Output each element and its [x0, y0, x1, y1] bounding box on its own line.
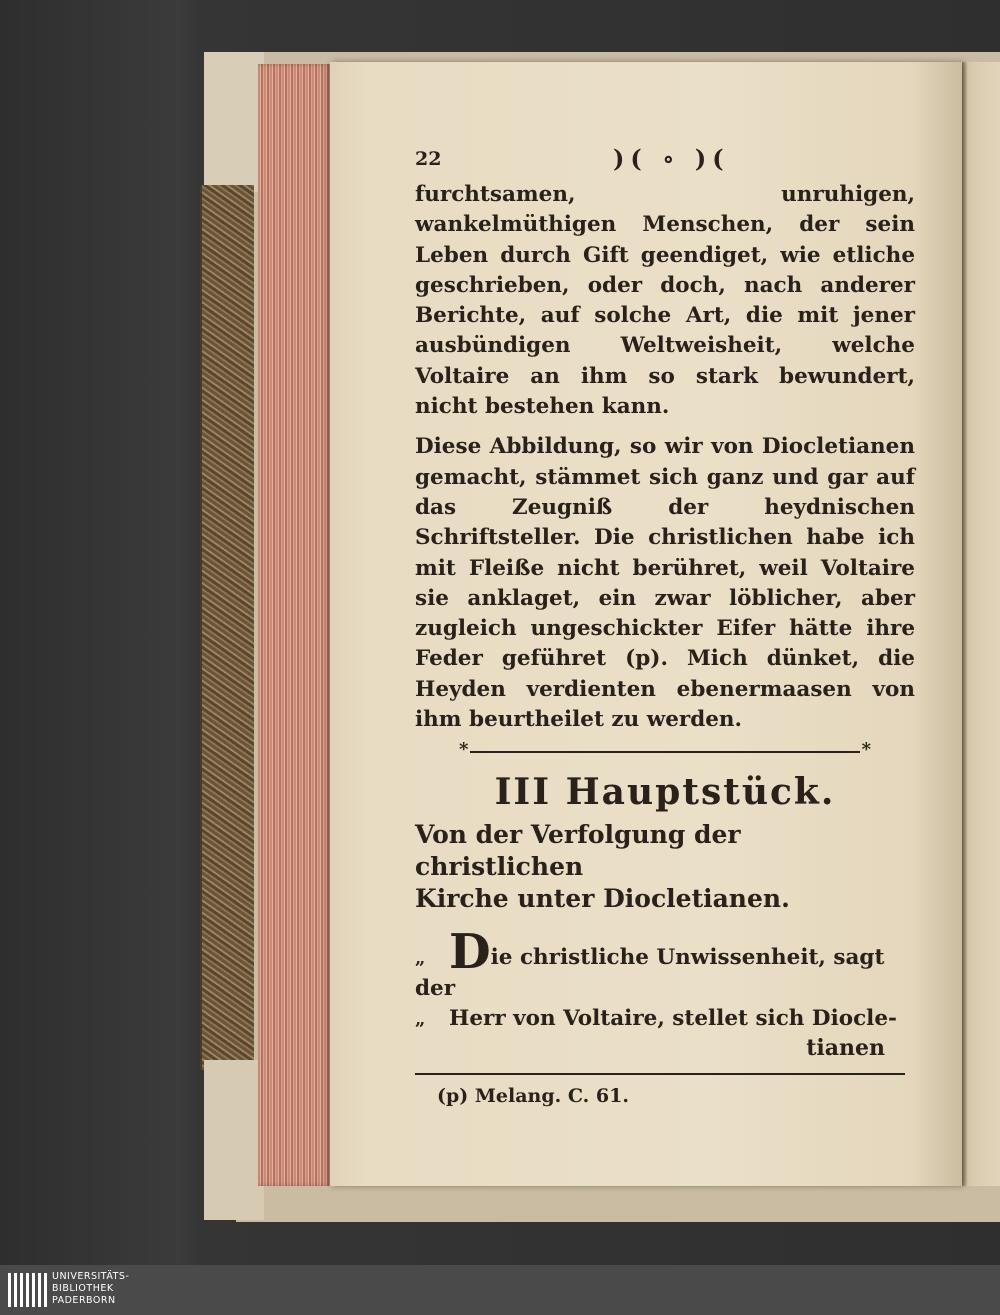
divider-star: * [861, 739, 871, 761]
page-edges [258, 64, 330, 1186]
chapter-subtitle-line: Von der Verfolgung der christlichen [415, 820, 741, 882]
chapter-subtitle [415, 819, 915, 915]
chapter-title: III Hauptstück. [494, 771, 836, 814]
library-name-line: PADERBORN [52, 1295, 116, 1306]
library-footer [0, 1265, 1000, 1315]
divider-star: * [459, 739, 469, 761]
library-name-line: BIBLIOTHEK [52, 1283, 114, 1294]
cover-paper [204, 52, 264, 192]
page-number: 22 [415, 148, 442, 170]
chapter-subtitle-line: Kirche unter Diocletianen. [415, 884, 790, 914]
opening-line [415, 924, 915, 1004]
opening-paragraph [415, 924, 915, 1035]
catchword: tianen [806, 1035, 885, 1062]
quote-mark: „ [415, 948, 426, 970]
quote-mark: „ [415, 1009, 426, 1031]
paragraph: furchtsamen, unruhigen, wankelmüthigen Menschen, der sein Leben durch Gift geendiget, wie etliche geschrieben, oder doch, nach anderer Berichte, auf solche Art, die mit jener ausbündigen Weltweisheit, welche Voltaire an ihm so stark bewundert, nicht bestehen kann. [415, 182, 915, 420]
facing-page-edge [962, 62, 1000, 1186]
section-divider [415, 739, 915, 765]
book-cover [200, 185, 254, 1070]
cover-paper [204, 1060, 264, 1220]
library-name [52, 1271, 129, 1307]
library-name-line: UNIVERSITÄTS- [52, 1271, 130, 1282]
library-logo-icon [8, 1273, 48, 1307]
header-ornament: )( ∘ )( [613, 144, 730, 173]
drop-capital: D [449, 924, 491, 981]
opening-text: Herr von Voltaire, stellet sich Diocle- [449, 1006, 897, 1032]
page-text [415, 140, 915, 1107]
divider-line [470, 751, 860, 753]
running-head [415, 140, 915, 180]
footnote: (p) Melang. C. 61. [437, 1085, 629, 1108]
opening-line [415, 1004, 915, 1035]
footnote-rule [415, 1073, 905, 1075]
opening-text: ie christliche Unwissenheit, sagt der [415, 945, 885, 1002]
paragraph: Diese Abbildung, so wir von Diocletianen gemacht, stämmet sich ganz und gar auf das Zeugniß der heydnischen Schriftsteller. Die christlichen habe ich mit Fleiße nicht berühret, weil Voltaire sie anklaget, ein zwar löblicher, aber zugleich ungeschickter Eifer hätte ihre Feder geführet (p). Mich dünket, die Heyden verdienten ebenermaasen von ihm beurtheilet zu werden. [415, 434, 915, 733]
